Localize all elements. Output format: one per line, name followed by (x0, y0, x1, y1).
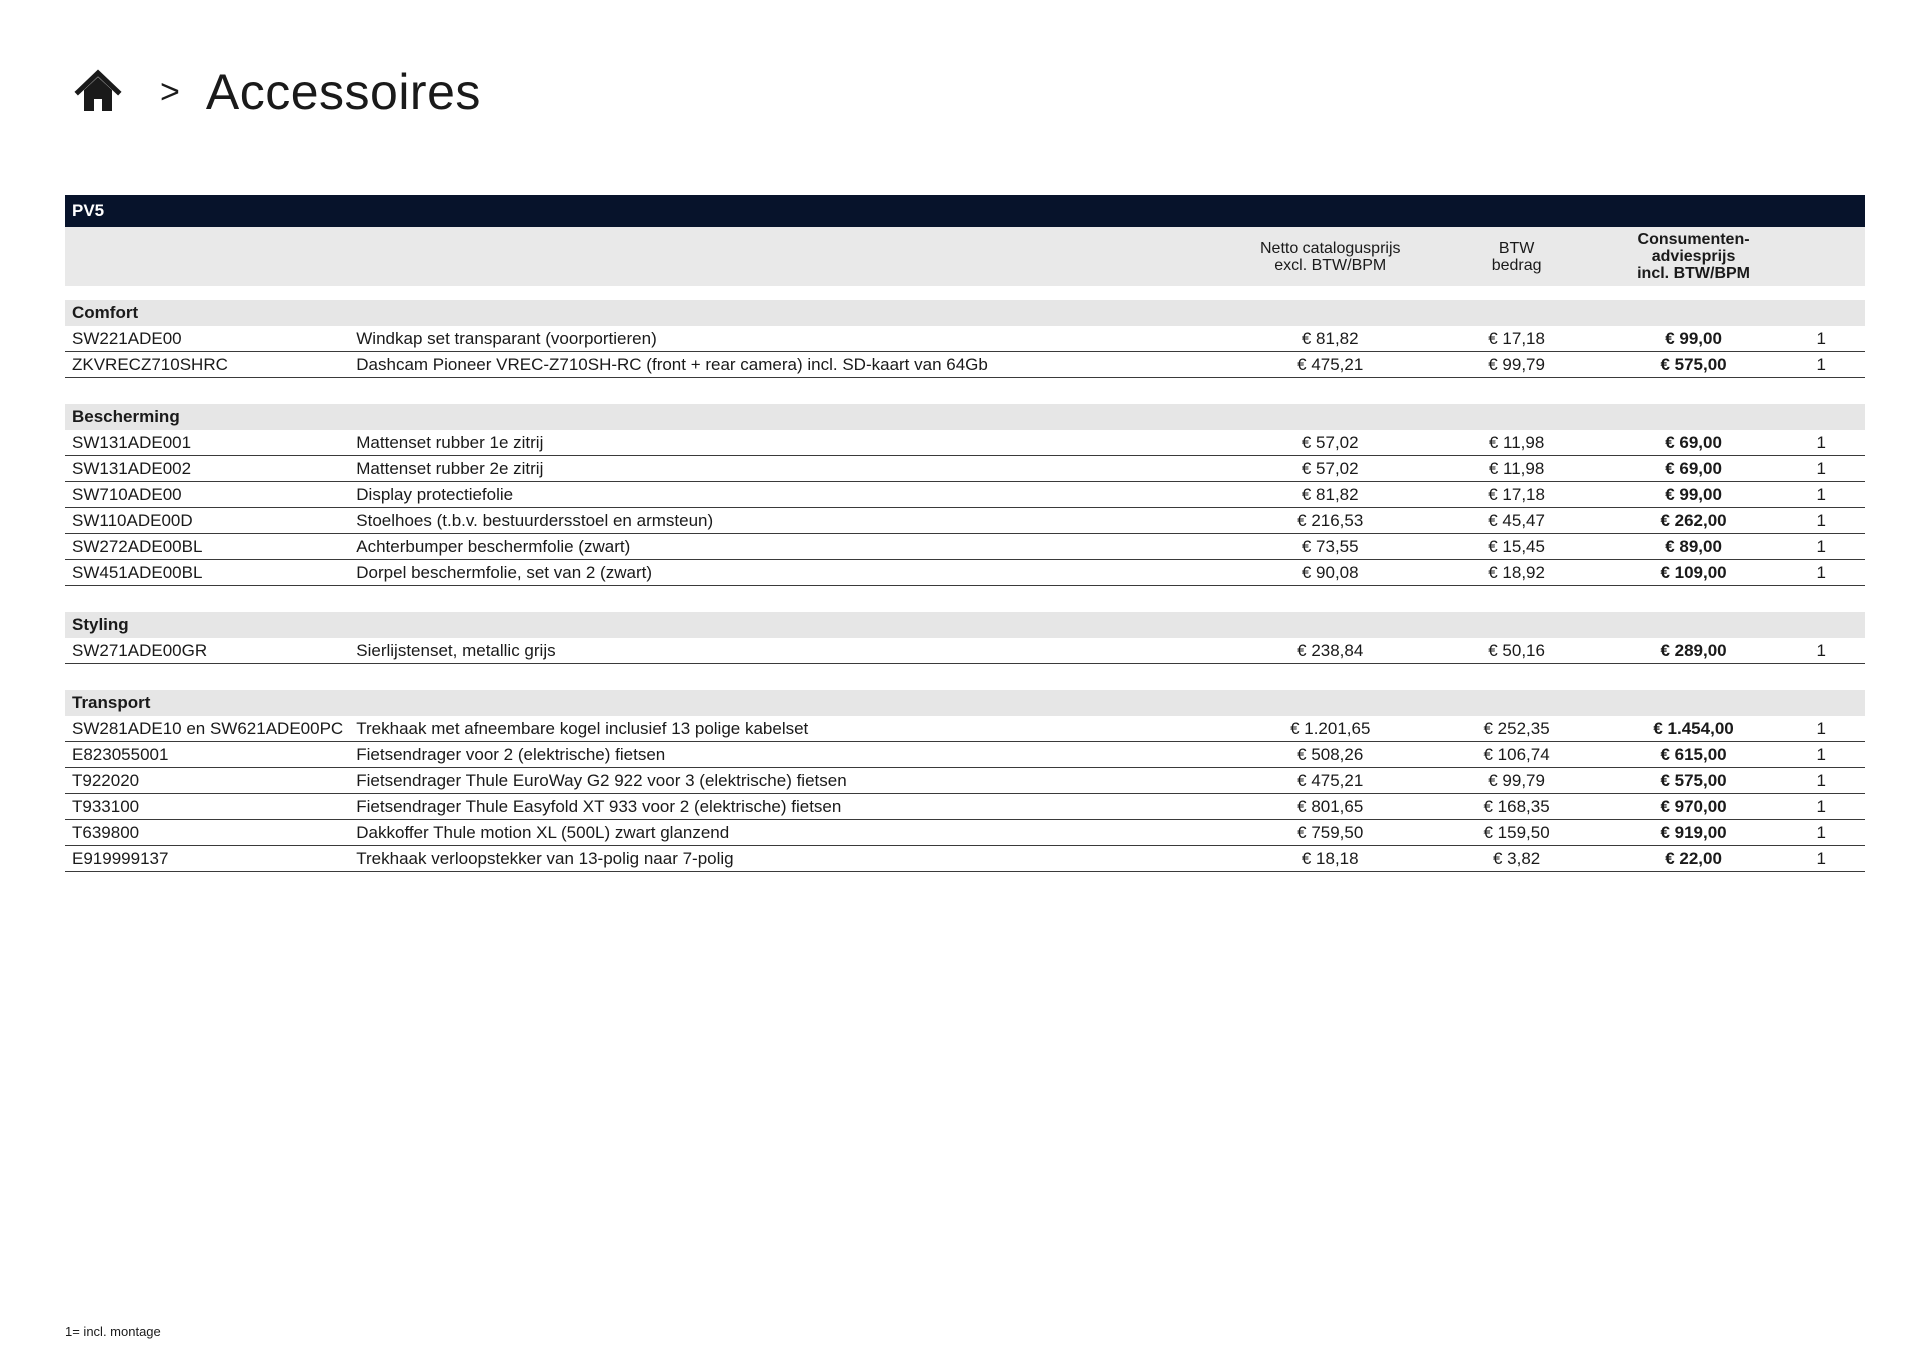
item-btw-amount: € 252,35 (1423, 716, 1609, 742)
item-code: SW131ADE001 (65, 430, 356, 456)
page-title: Accessoires (205, 64, 481, 120)
item-net-price: € 216,53 (1237, 508, 1423, 534)
category-row (65, 300, 1865, 326)
table-row (65, 430, 1865, 456)
table-row (65, 352, 1865, 378)
item-consumer-price: € 109,00 (1610, 560, 1778, 586)
item-btw-amount: € 99,79 (1423, 768, 1609, 794)
category-row (65, 404, 1865, 430)
item-code: SW281ADE10 en SW621ADE00PC (65, 716, 356, 742)
footnote: 1= incl. montage (65, 1324, 161, 1339)
item-consumer-price: € 22,00 (1610, 846, 1778, 872)
item-montage-note: 1 (1777, 508, 1865, 534)
table-row (65, 768, 1865, 794)
item-montage-note: 1 (1777, 742, 1865, 768)
item-net-price: € 81,82 (1237, 482, 1423, 508)
item-net-price: € 475,21 (1237, 768, 1423, 794)
item-montage-note: 1 (1777, 768, 1865, 794)
item-montage-note: 1 (1777, 456, 1865, 482)
item-net-price: € 801,65 (1237, 794, 1423, 820)
table-row (65, 326, 1865, 352)
table-row (65, 716, 1865, 742)
table-row (65, 742, 1865, 768)
model-header-bar (65, 195, 1865, 227)
item-net-price: € 759,50 (1237, 820, 1423, 846)
column-header-consumer-price: Consumenten- adviesprijs incl. BTW/BPM (1610, 227, 1778, 286)
item-btw-amount: € 159,50 (1423, 820, 1609, 846)
item-consumer-price: € 575,00 (1610, 352, 1778, 378)
item-code: E823055001 (65, 742, 356, 768)
item-consumer-price: € 970,00 (1610, 794, 1778, 820)
item-consumer-price: € 99,00 (1610, 482, 1778, 508)
item-montage-note: 1 (1777, 638, 1865, 664)
item-montage-note: 1 (1777, 326, 1865, 352)
item-btw-amount: € 11,98 (1423, 456, 1609, 482)
item-net-price: € 73,55 (1237, 534, 1423, 560)
category-row (65, 690, 1865, 716)
category-name: Styling (65, 612, 1865, 638)
item-consumer-price: € 289,00 (1610, 638, 1778, 664)
item-description: Mattenset rubber 1e zitrij (356, 430, 1237, 456)
column-header-net: Netto catalogusprijs excl. BTW/BPM (1237, 227, 1423, 286)
item-consumer-price: € 575,00 (1610, 768, 1778, 794)
model-name: PV5 (65, 195, 1865, 227)
section-spacer (65, 378, 1865, 405)
item-description: Dorpel beschermfolie, set van 2 (zwart) (356, 560, 1237, 586)
item-net-price: € 238,84 (1237, 638, 1423, 664)
table-row (65, 534, 1865, 560)
item-code: SW272ADE00BL (65, 534, 356, 560)
item-btw-amount: € 17,18 (1423, 482, 1609, 508)
item-code: T933100 (65, 794, 356, 820)
item-description: Dakkoffer Thule motion XL (500L) zwart glanzend (356, 820, 1237, 846)
item-net-price: € 18,18 (1237, 846, 1423, 872)
item-code: SW710ADE00 (65, 482, 356, 508)
item-description: Trekhaak met afneembare kogel inclusief 13 polige kabelset (356, 716, 1237, 742)
item-code: SW271ADE00GR (65, 638, 356, 664)
item-montage-note: 1 (1777, 482, 1865, 508)
item-code: SW110ADE00D (65, 508, 356, 534)
item-consumer-price: € 69,00 (1610, 456, 1778, 482)
item-description: Fietsendrager Thule Easyfold XT 933 voor 2 (elektrische) fietsen (356, 794, 1237, 820)
item-montage-note: 1 (1777, 794, 1865, 820)
item-btw-amount: € 99,79 (1423, 352, 1609, 378)
item-net-price: € 1.201,65 (1237, 716, 1423, 742)
item-description: Trekhaak verloopstekker van 13-polig naar 7-polig (356, 846, 1237, 872)
table-row (65, 482, 1865, 508)
item-consumer-price: € 69,00 (1610, 430, 1778, 456)
table-row (65, 794, 1865, 820)
item-net-price: € 475,21 (1237, 352, 1423, 378)
item-description: Dashcam Pioneer VREC-Z710SH-RC (front + rear camera) incl. SD-kaart van 64Gb (356, 352, 1237, 378)
item-net-price: € 57,02 (1237, 456, 1423, 482)
item-btw-amount: € 17,18 (1423, 326, 1609, 352)
section-spacer (65, 664, 1865, 691)
item-consumer-price: € 1.454,00 (1610, 716, 1778, 742)
table-row (65, 846, 1865, 872)
item-btw-amount: € 3,82 (1423, 846, 1609, 872)
item-description: Fietsendrager voor 2 (elektrische) fietsen (356, 742, 1237, 768)
item-description: Display protectiefolie (356, 482, 1237, 508)
item-btw-amount: € 11,98 (1423, 430, 1609, 456)
item-btw-amount: € 106,74 (1423, 742, 1609, 768)
item-btw-amount: € 45,47 (1423, 508, 1609, 534)
table-row (65, 456, 1865, 482)
item-montage-note: 1 (1777, 716, 1865, 742)
item-description: Sierlijstenset, metallic grijs (356, 638, 1237, 664)
breadcrumb-separator: > (160, 72, 180, 111)
item-btw-amount: € 168,35 (1423, 794, 1609, 820)
home-icon[interactable] (74, 68, 122, 116)
item-description: Achterbumper beschermfolie (zwart) (356, 534, 1237, 560)
item-code: ZKVRECZ710SHRC (65, 352, 356, 378)
table-row (65, 560, 1865, 586)
item-montage-note: 1 (1777, 560, 1865, 586)
item-net-price: € 508,26 (1237, 742, 1423, 768)
section-spacer (65, 286, 1865, 300)
item-description: Stoelhoes (t.b.v. bestuurdersstoel en armsteun) (356, 508, 1237, 534)
item-consumer-price: € 615,00 (1610, 742, 1778, 768)
category-name: Transport (65, 690, 1865, 716)
item-code: SW451ADE00BL (65, 560, 356, 586)
category-name: Bescherming (65, 404, 1865, 430)
category-name: Comfort (65, 300, 1865, 326)
item-montage-note: 1 (1777, 846, 1865, 872)
item-btw-amount: € 18,92 (1423, 560, 1609, 586)
item-btw-amount: € 15,45 (1423, 534, 1609, 560)
column-header-btw: BTW bedrag (1423, 227, 1609, 286)
item-net-price: € 90,08 (1237, 560, 1423, 586)
item-code: T639800 (65, 820, 356, 846)
table-row (65, 820, 1865, 846)
item-montage-note: 1 (1777, 534, 1865, 560)
item-montage-note: 1 (1777, 820, 1865, 846)
price-table (65, 195, 1865, 872)
item-code: E919999137 (65, 846, 356, 872)
item-net-price: € 81,82 (1237, 326, 1423, 352)
item-consumer-price: € 919,00 (1610, 820, 1778, 846)
item-consumer-price: € 262,00 (1610, 508, 1778, 534)
table-row (65, 508, 1865, 534)
item-net-price: € 57,02 (1237, 430, 1423, 456)
breadcrumb (74, 62, 481, 122)
item-description: Fietsendrager Thule EuroWay G2 922 voor 3 (elektrische) fietsen (356, 768, 1237, 794)
item-code: T922020 (65, 768, 356, 794)
item-description: Windkap set transparant (voorportieren) (356, 326, 1237, 352)
column-header-row (65, 227, 1865, 286)
section-spacer (65, 586, 1865, 613)
item-code: SW221ADE00 (65, 326, 356, 352)
table-row (65, 638, 1865, 664)
item-description: Mattenset rubber 2e zitrij (356, 456, 1237, 482)
item-montage-note: 1 (1777, 430, 1865, 456)
item-consumer-price: € 89,00 (1610, 534, 1778, 560)
item-code: SW131ADE002 (65, 456, 356, 482)
item-btw-amount: € 50,16 (1423, 638, 1609, 664)
category-row (65, 612, 1865, 638)
item-montage-note: 1 (1777, 352, 1865, 378)
item-consumer-price: € 99,00 (1610, 326, 1778, 352)
